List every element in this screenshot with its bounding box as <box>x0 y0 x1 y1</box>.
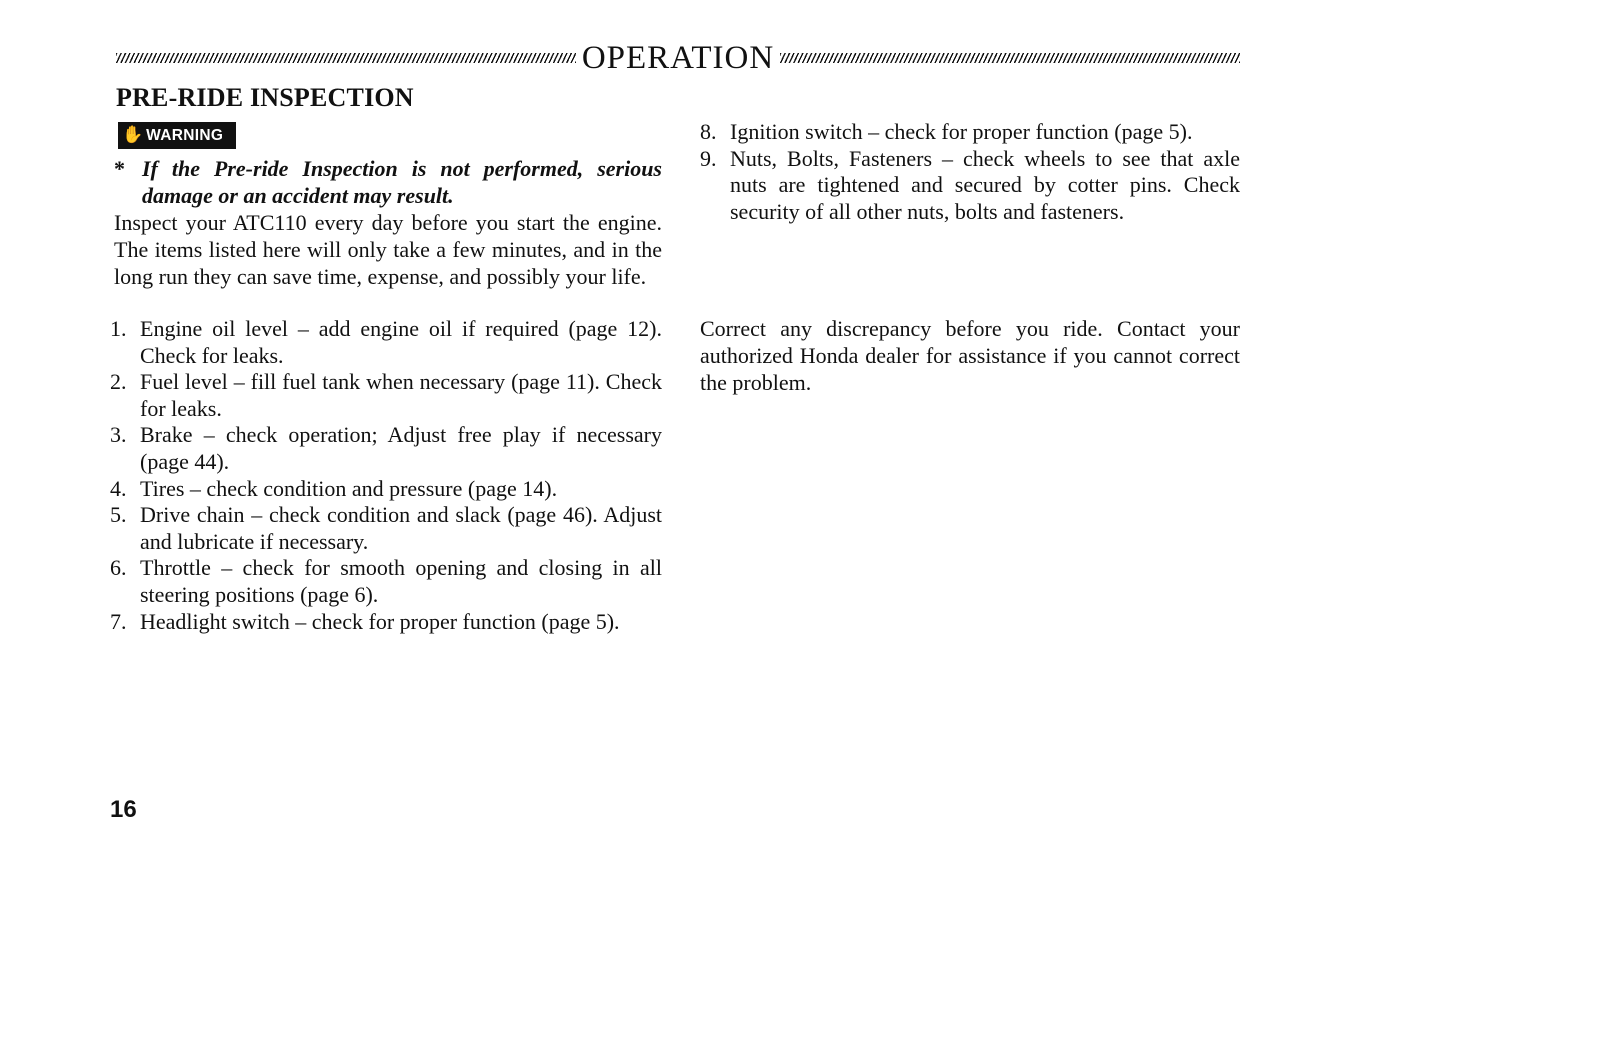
item-text: Fuel level – fill fuel tank when necessary (page 11). Check for leaks. <box>140 369 662 421</box>
warning-bullet: * <box>114 156 125 181</box>
checklist-item <box>110 316 662 369</box>
item-text: Headlight switch – check for proper function (page 5). <box>140 608 620 634</box>
header-rule-right <box>780 53 1240 63</box>
section-title: PRE-RIDE INSPECTION <box>116 83 414 112</box>
item-number: 8. <box>700 119 717 144</box>
header-rule-left <box>116 53 576 63</box>
item-text: Brake – check operation; Adjust free play if necessary (page 44). <box>140 422 662 474</box>
checklist-item <box>110 555 662 608</box>
item-number: 4. <box>110 475 127 501</box>
warning-text: If the Pre-ride Inspection is not performed, serious damage or an accident may result. <box>142 156 662 208</box>
item-number: 9. <box>700 145 717 171</box>
intro-paragraph: Inspect your ATC110 every day before you start the engine. The items listed here will only take a few minutes, and in the long run they can save time, expense, and possibly your life. <box>114 210 662 289</box>
checklist-item <box>700 119 1240 146</box>
warning-hand-icon: ✋ <box>122 125 144 145</box>
closing-paragraph: Correct any discrepancy before you ride. Contact your authorized Honda dealer for assistance if you cannot correct the problem. <box>700 316 1240 395</box>
checklist-item <box>110 502 662 555</box>
checklist-item <box>110 422 662 475</box>
header-title: OPERATION <box>581 40 775 76</box>
item-number: 1. <box>110 316 127 341</box>
page-header <box>116 38 1240 78</box>
item-text: Throttle – check for smooth opening and closing in all steering positions (page 6). <box>140 555 662 607</box>
item-text: Nuts, Bolts, Fasteners – check wheels to see that axle nuts are tightened and secured by cotter pins. Check security of all other nuts, bolts and fasteners. <box>730 145 1240 224</box>
warning-note <box>114 155 662 209</box>
page-number: 16 <box>110 796 137 823</box>
item-number: 2. <box>110 369 127 395</box>
item-number: 5. <box>110 502 127 528</box>
checklist-item <box>110 476 662 503</box>
checklist-item <box>110 609 662 636</box>
warning-badge <box>118 122 236 149</box>
warning-label: WARNING <box>146 126 224 144</box>
checklist-item <box>700 146 1240 226</box>
item-text: Engine oil level – add engine oil if required (page 12). Check for leaks. <box>140 316 662 368</box>
checklist-left-column <box>110 316 662 635</box>
item-text: Ignition switch – check for proper function (page 5). <box>730 119 1193 144</box>
item-number: 7. <box>110 608 127 634</box>
checklist-right-column <box>700 119 1240 225</box>
item-text: Tires – check condition and pressure (page 14). <box>140 475 558 501</box>
checklist-item <box>110 369 662 422</box>
item-text: Drive chain – check condition and slack (page 46). Adjust and lubricate if necessary. <box>140 502 662 554</box>
item-number: 3. <box>110 422 127 448</box>
item-number: 6. <box>110 555 127 581</box>
